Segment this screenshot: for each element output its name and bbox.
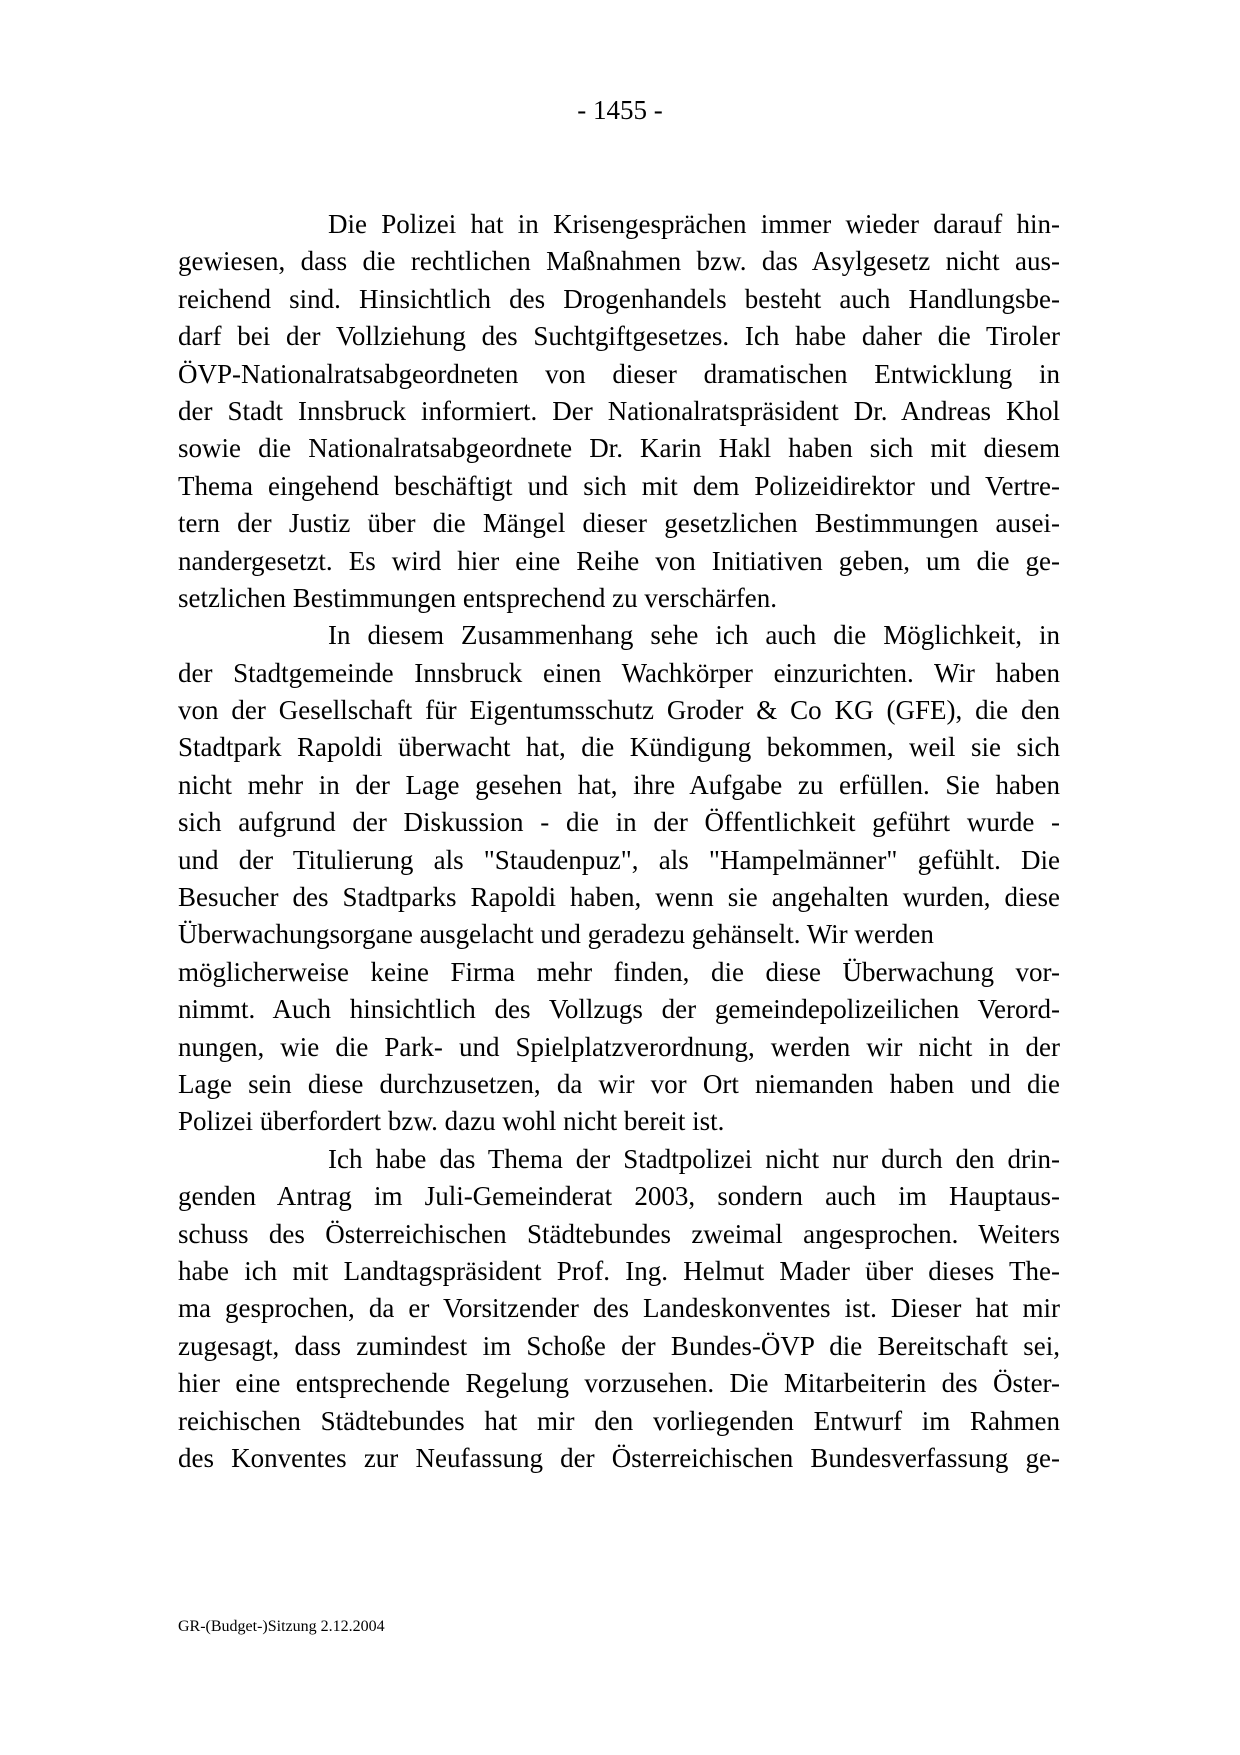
text-line: sich aufgrund der Diskussion - die in der Öffentlichkeit geführt wurde - xyxy=(178,807,1060,838)
text-line: der Stadt Innsbruck informiert. Der Nationalratspräsident Dr. Andreas Khol xyxy=(178,395,1060,426)
text-line: zugesagt, dass zumindest im Schoße der Bundes-ÖVP die Bereitschaft sei, xyxy=(178,1330,1060,1361)
text-line: Überwachungsorgane ausgelacht und geradezu gehänselt. Wir werden xyxy=(178,919,934,950)
text-line: habe ich mit Landtagspräsident Prof. Ing. Helmut Mader über dieses The- xyxy=(178,1255,1060,1286)
text-line: Stadtpark Rapoldi überwacht hat, die Kündigung bekommen, weil sie sich xyxy=(178,732,1060,763)
text-line: sowie die Nationalratsabgeordnete Dr. Karin Hakl haben sich mit diesem xyxy=(178,433,1060,464)
footer-session-label: GR-(Budget-)Sitzung 2.12.2004 xyxy=(178,1618,385,1635)
text-line: nungen, wie die Park- und Spielplatzverordnung, werden wir nicht in der xyxy=(178,1031,1060,1062)
text-line: Thema eingehend beschäftigt und sich mit dem Polizeidirektor und Vertre- xyxy=(178,470,1060,501)
text-line: Lage sein diese durchzusetzen, da wir vor Ort niemanden haben und die xyxy=(178,1068,1060,1099)
text-line: reichischen Städtebundes hat mir den vorliegenden Entwurf im Rahmen xyxy=(178,1405,1060,1436)
text-line: Polizei überfordert bzw. dazu wohl nicht bereit ist. xyxy=(178,1106,725,1137)
text-line: gewiesen, dass die rechtlichen Maßnahmen bzw. das Asylgesetz nicht aus- xyxy=(178,246,1060,277)
paragraph-1 xyxy=(178,206,1060,617)
text-line: nimmt. Auch hinsichtlich des Vollzugs der gemeindepolizeilichen Verord- xyxy=(178,994,1060,1025)
text-line: und der Titulierung als "Staudenpuz", als "Hampelmänner" gefühlt. Die xyxy=(178,844,1060,875)
text-line: von der Gesellschaft für Eigentumsschutz Groder & Co KG (GFE), die den xyxy=(178,695,1060,726)
text-line: Ich habe das Thema der Stadtpolizei nicht nur durch den drin- xyxy=(328,1143,1060,1174)
text-line: tern der Justiz über die Mängel dieser gesetzlichen Bestimmungen ausei- xyxy=(178,508,1060,539)
text-line: möglicherweise keine Firma mehr finden, die diese Überwachung vor- xyxy=(178,956,1060,987)
paragraph-3 xyxy=(178,1141,1060,1478)
body-text xyxy=(178,206,1060,1477)
text-line: des Konventes zur Neufassung der Österreichischen Bundesverfassung ge- xyxy=(178,1442,1060,1473)
text-line: genden Antrag im Juli-Gemeinderat 2003, sondern auch im Hauptaus- xyxy=(178,1181,1060,1212)
paragraph-2 xyxy=(178,617,1060,1140)
text-line: Besucher des Stadtparks Rapoldi haben, wenn sie angehalten wurden, diese xyxy=(178,882,1060,913)
page-number: - 1455 - xyxy=(577,95,663,125)
text-line: nandergesetzt. Es wird hier eine Reihe von Initiativen geben, um die ge- xyxy=(178,545,1060,576)
text-line: hier eine entsprechende Regelung vorzusehen. Die Mitarbeiterin des Öster- xyxy=(178,1368,1060,1399)
text-line: setzlichen Bestimmungen entsprechend zu verschärfen. xyxy=(178,582,778,613)
text-line: reichend sind. Hinsichtlich des Drogenhandels besteht auch Handlungsbe- xyxy=(178,283,1060,314)
text-line: darf bei der Vollziehung des Suchtgiftgesetzes. Ich habe daher die Tiroler xyxy=(178,321,1060,352)
text-line: schuss des Österreichischen Städtebundes zweimal angesprochen. Weiters xyxy=(178,1218,1060,1249)
text-line: ma gesprochen, da er Vorsitzender des Landeskonventes ist. Dieser hat mir xyxy=(178,1293,1060,1324)
text-line: nicht mehr in der Lage gesehen hat, ihre Aufgabe zu erfüllen. Sie haben xyxy=(178,769,1060,800)
text-line: ÖVP-Nationalratsabgeordneten von dieser dramatischen Entwicklung in xyxy=(178,358,1060,389)
text-line: der Stadtgemeinde Innsbruck einen Wachkörper einzurichten. Wir haben xyxy=(178,657,1060,688)
text-line: Die Polizei hat in Krisengesprächen immer wieder darauf hin- xyxy=(328,209,1060,239)
text-line: In diesem Zusammenhang sehe ich auch die Möglichkeit, in xyxy=(328,620,1060,651)
